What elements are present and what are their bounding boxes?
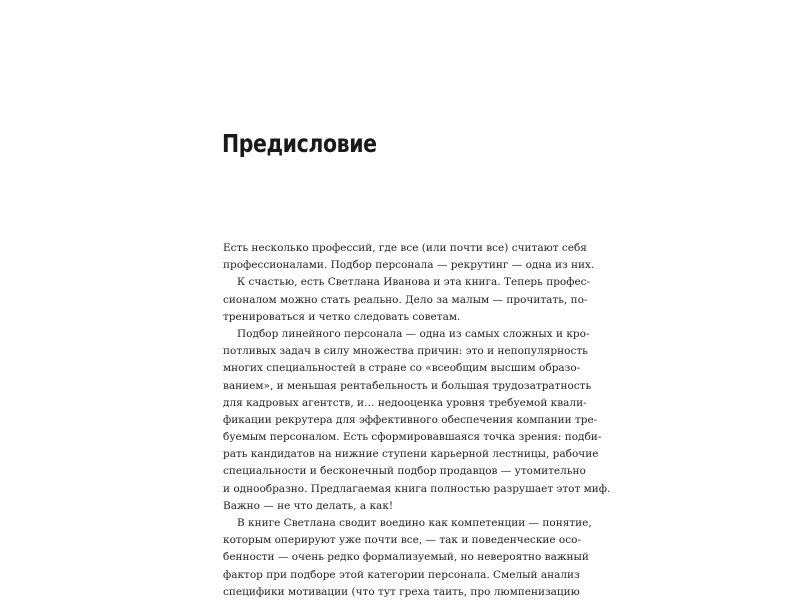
text-line: ванием», и меньшая рентабельность и большая трудозатратность xyxy=(223,379,592,392)
text-line: К счастью, есть Светлана Иванова и эта книга. Теперь профес- xyxy=(237,276,591,289)
page-title: Предисловие xyxy=(222,129,377,158)
text-line: и однообразно. Предлагаемая книга полностью разрушает этот миф. xyxy=(223,482,611,495)
text-line: фикации рекрутера для эффективного обеспечения компании тре- xyxy=(223,413,598,426)
text-line: В книге Светлана сводит воедино как компетенции — понятие, xyxy=(237,517,592,529)
text-line: буемым персоналом. Есть сформировавшаяся точка зрения: подби- xyxy=(223,431,602,444)
text-line: многих специальностей в стране со «всеобщим высшим образо- xyxy=(223,362,581,375)
text-line: Важно — не что делать, а как! xyxy=(223,499,394,512)
text-line: бенности — очень редко формализуемый, но невероятно важный xyxy=(223,551,589,564)
text-line: профессионалами. Подбор персонала — рекрутинг — одна из них. xyxy=(223,259,595,272)
text-line: Подбор линейного персонала — одна из самых сложных и кро- xyxy=(237,327,590,340)
text-line: специальности и бесконечный подбор продавцов — утомительно xyxy=(223,465,586,478)
text-line: потливых задач в силу множества причин: это и непопулярность xyxy=(223,345,588,358)
text-line: тренироваться и четко следовать советам. xyxy=(223,310,461,323)
text-line: рать кандидатов на нижние ступени карьерной лестницы, рабочие xyxy=(223,448,599,461)
text-line: для кадровых агентств, и… недооценка уровня требуемой квали- xyxy=(223,396,587,409)
text-line: сионалом можно стать реально. Дело за малым — прочитать, по- xyxy=(223,293,588,306)
text-line: которым оперируют уже почти все, — так и поведенческие осо- xyxy=(223,534,581,547)
text-line: Есть несколько профессий, где все (или почти все) считают себя xyxy=(223,242,587,254)
text-line: фактор при подборе этой категории персонала. Смелый анализ xyxy=(223,568,580,581)
foreword-body-text xyxy=(223,240,611,601)
text-line: специфики мотивации (что тут греха таить, про люмпенизацию xyxy=(223,585,580,598)
